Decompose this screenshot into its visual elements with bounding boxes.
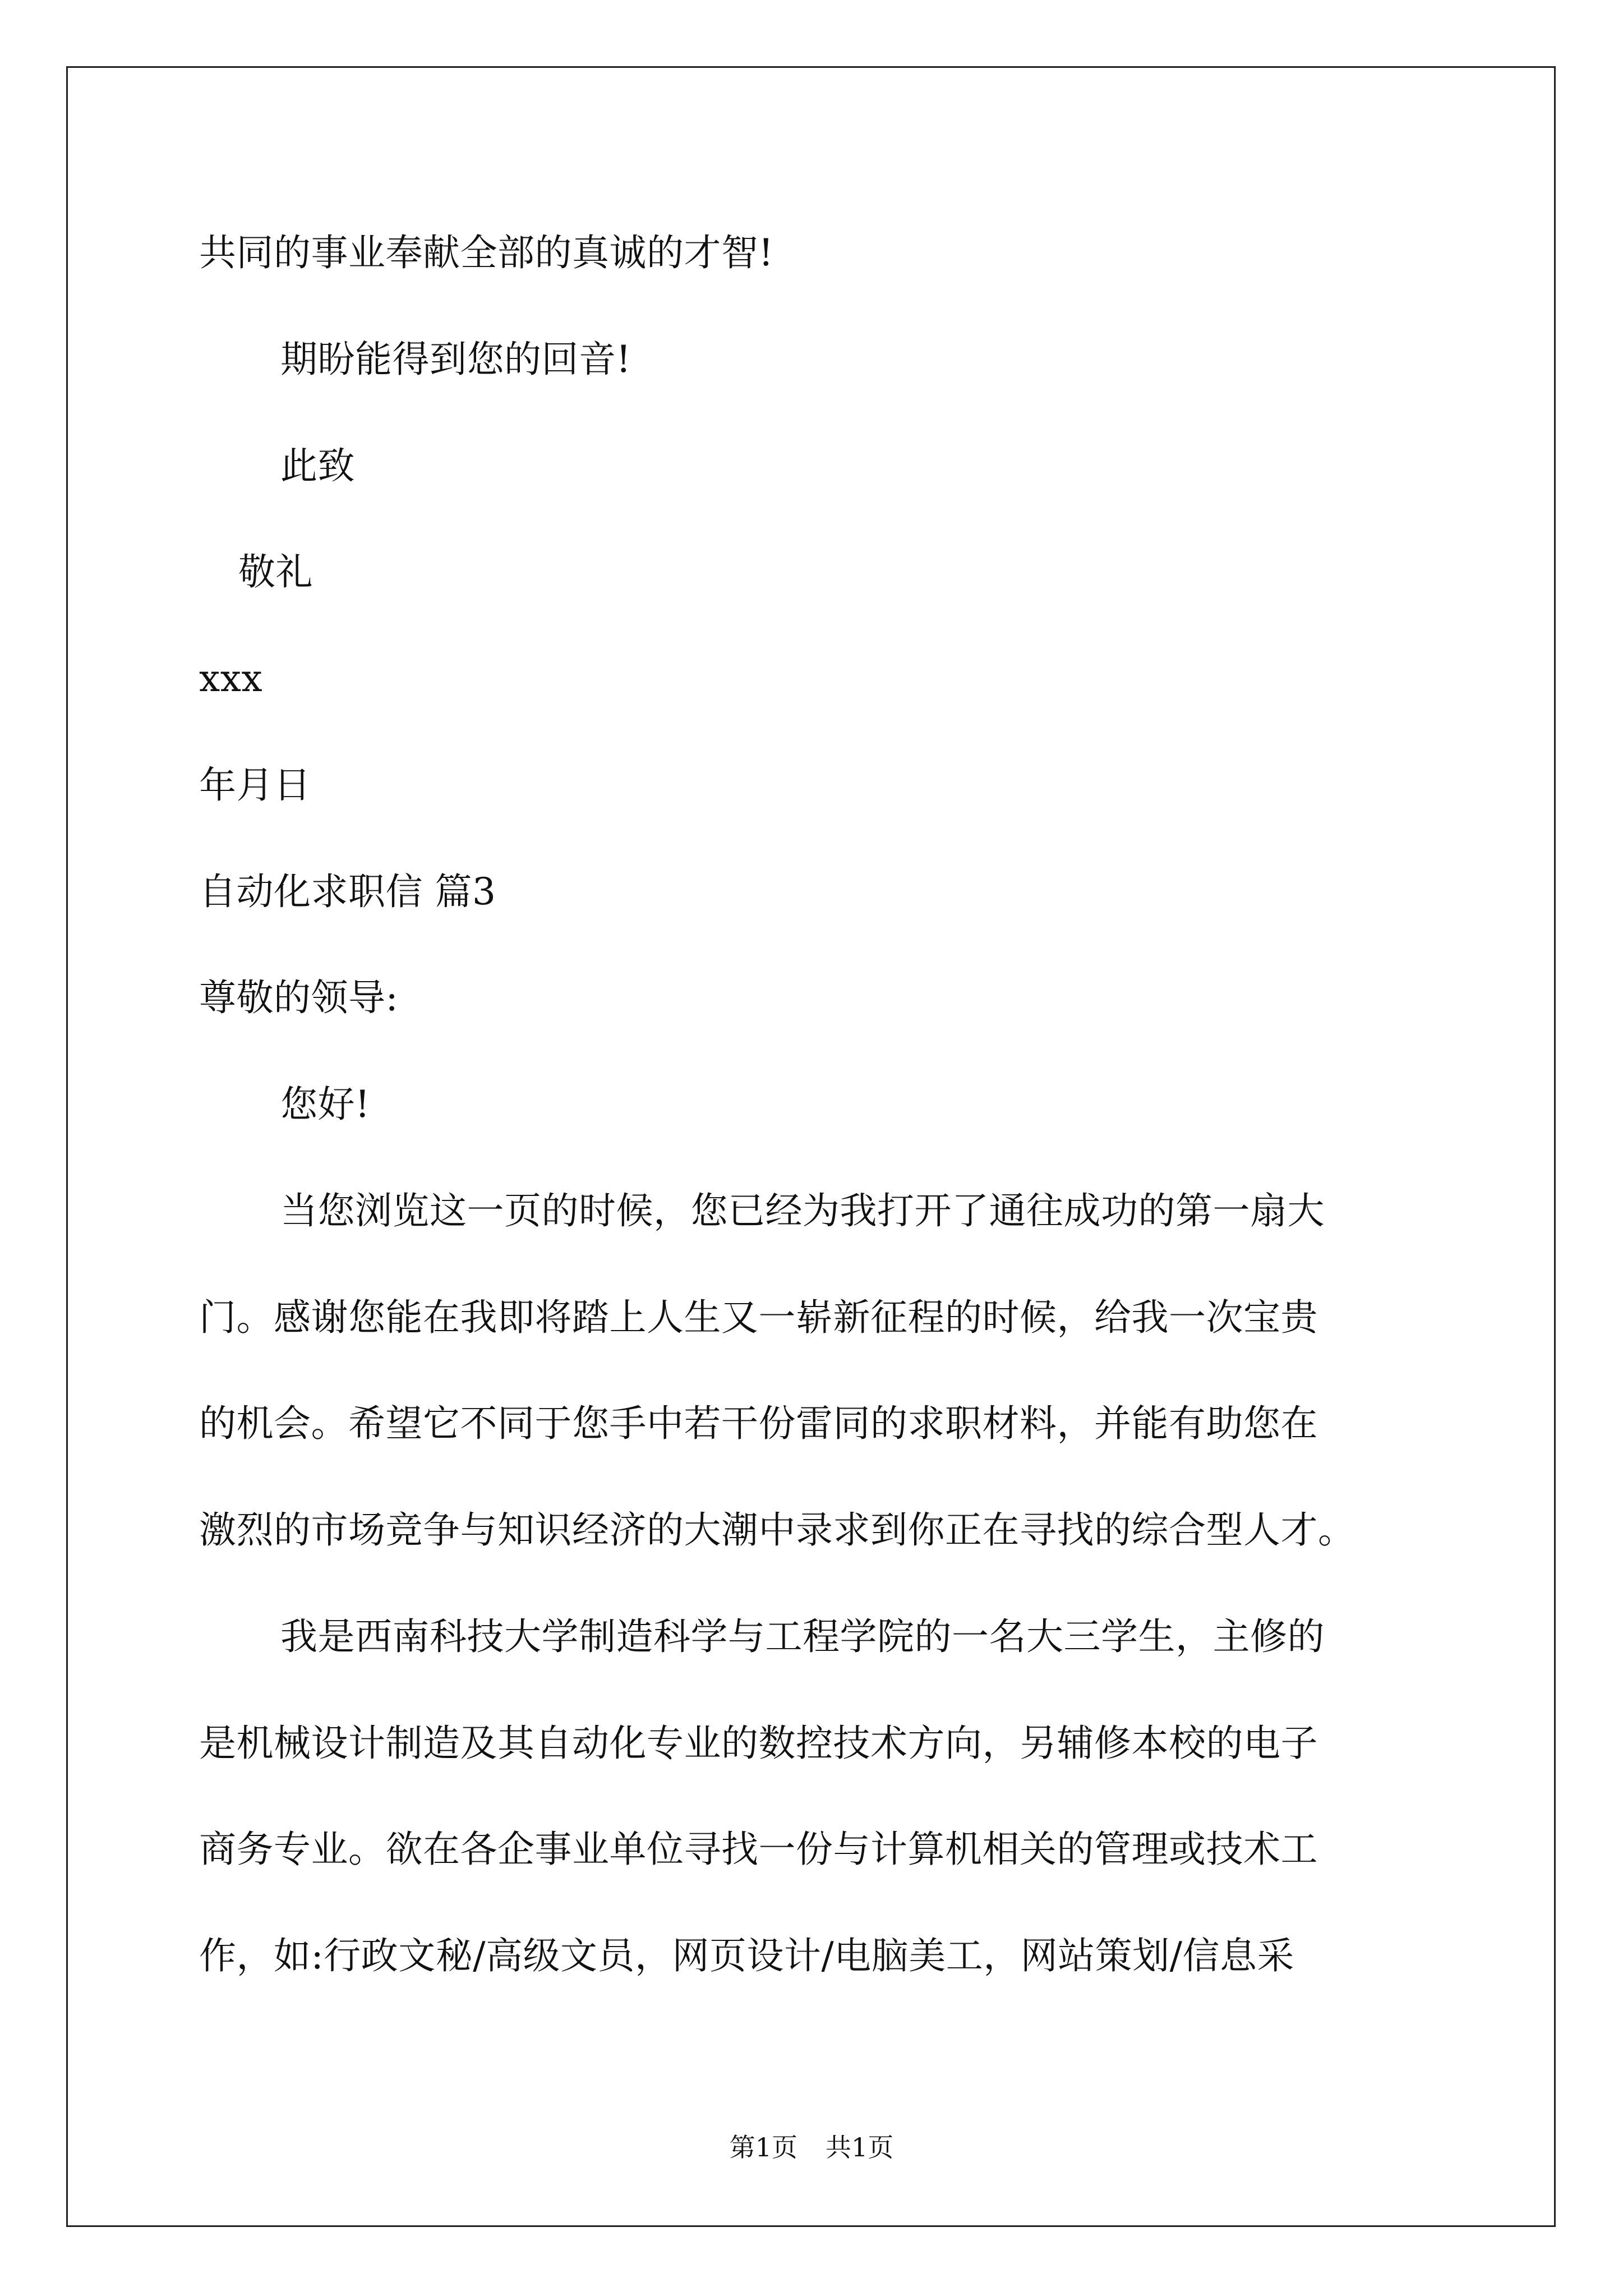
salutation: 尊敬的领导:: [199, 976, 399, 1019]
paragraph-line: 我是西南科技大学制造科学与工程学院的一名大三学生，主修的: [280, 1615, 1325, 1658]
text-line-5: xxx: [199, 657, 263, 700]
text-line-2: 期盼能得到您的回音!: [280, 338, 631, 381]
text-line-6: 年月日: [199, 763, 311, 807]
paragraph-line: 激烈的市场竞争与知识经济的大潮中录求到你正在寻找的综合型人才。: [199, 1508, 1355, 1552]
paragraph-line: 门。感谢您能在我即将踏上人生又一崭新征程的时候，给我一次宝贵: [199, 1296, 1318, 1339]
section-heading: 自动化求职信 篇3: [199, 870, 496, 913]
paragraph-line: 是机械设计制造及其自动化专业的数控技术方向，另辅修本校的电子: [199, 1722, 1318, 1765]
page-footer: [0, 2134, 1623, 2160]
paragraph-line: 的机会。希望它不同于您手中若干份雷同的求职材料，并能有助您在: [199, 1402, 1318, 1445]
paragraph-line: 作，如:行政文秘/高级文员，网页设计/电脑美工，网站策划/信息采: [199, 1934, 1294, 1977]
page-total: 共1页: [826, 2132, 894, 2162]
text-line-4: 敬礼: [238, 550, 313, 593]
page-border: [66, 66, 1556, 2227]
text-line-3: 此致: [280, 444, 355, 487]
paragraph-line: 商务专业。欲在各企事业单位寻找一份与计算机相关的管理或技术工: [199, 1828, 1318, 1871]
page-number: 第1页: [729, 2132, 797, 2162]
paragraph-line: 当您浏览这一页的时候，您已经为我打开了通往成功的第一扇大: [280, 1189, 1325, 1232]
text-line-1: 共同的事业奉献全部的真诚的才智!: [199, 231, 774, 274]
greeting: 您好!: [280, 1083, 371, 1126]
